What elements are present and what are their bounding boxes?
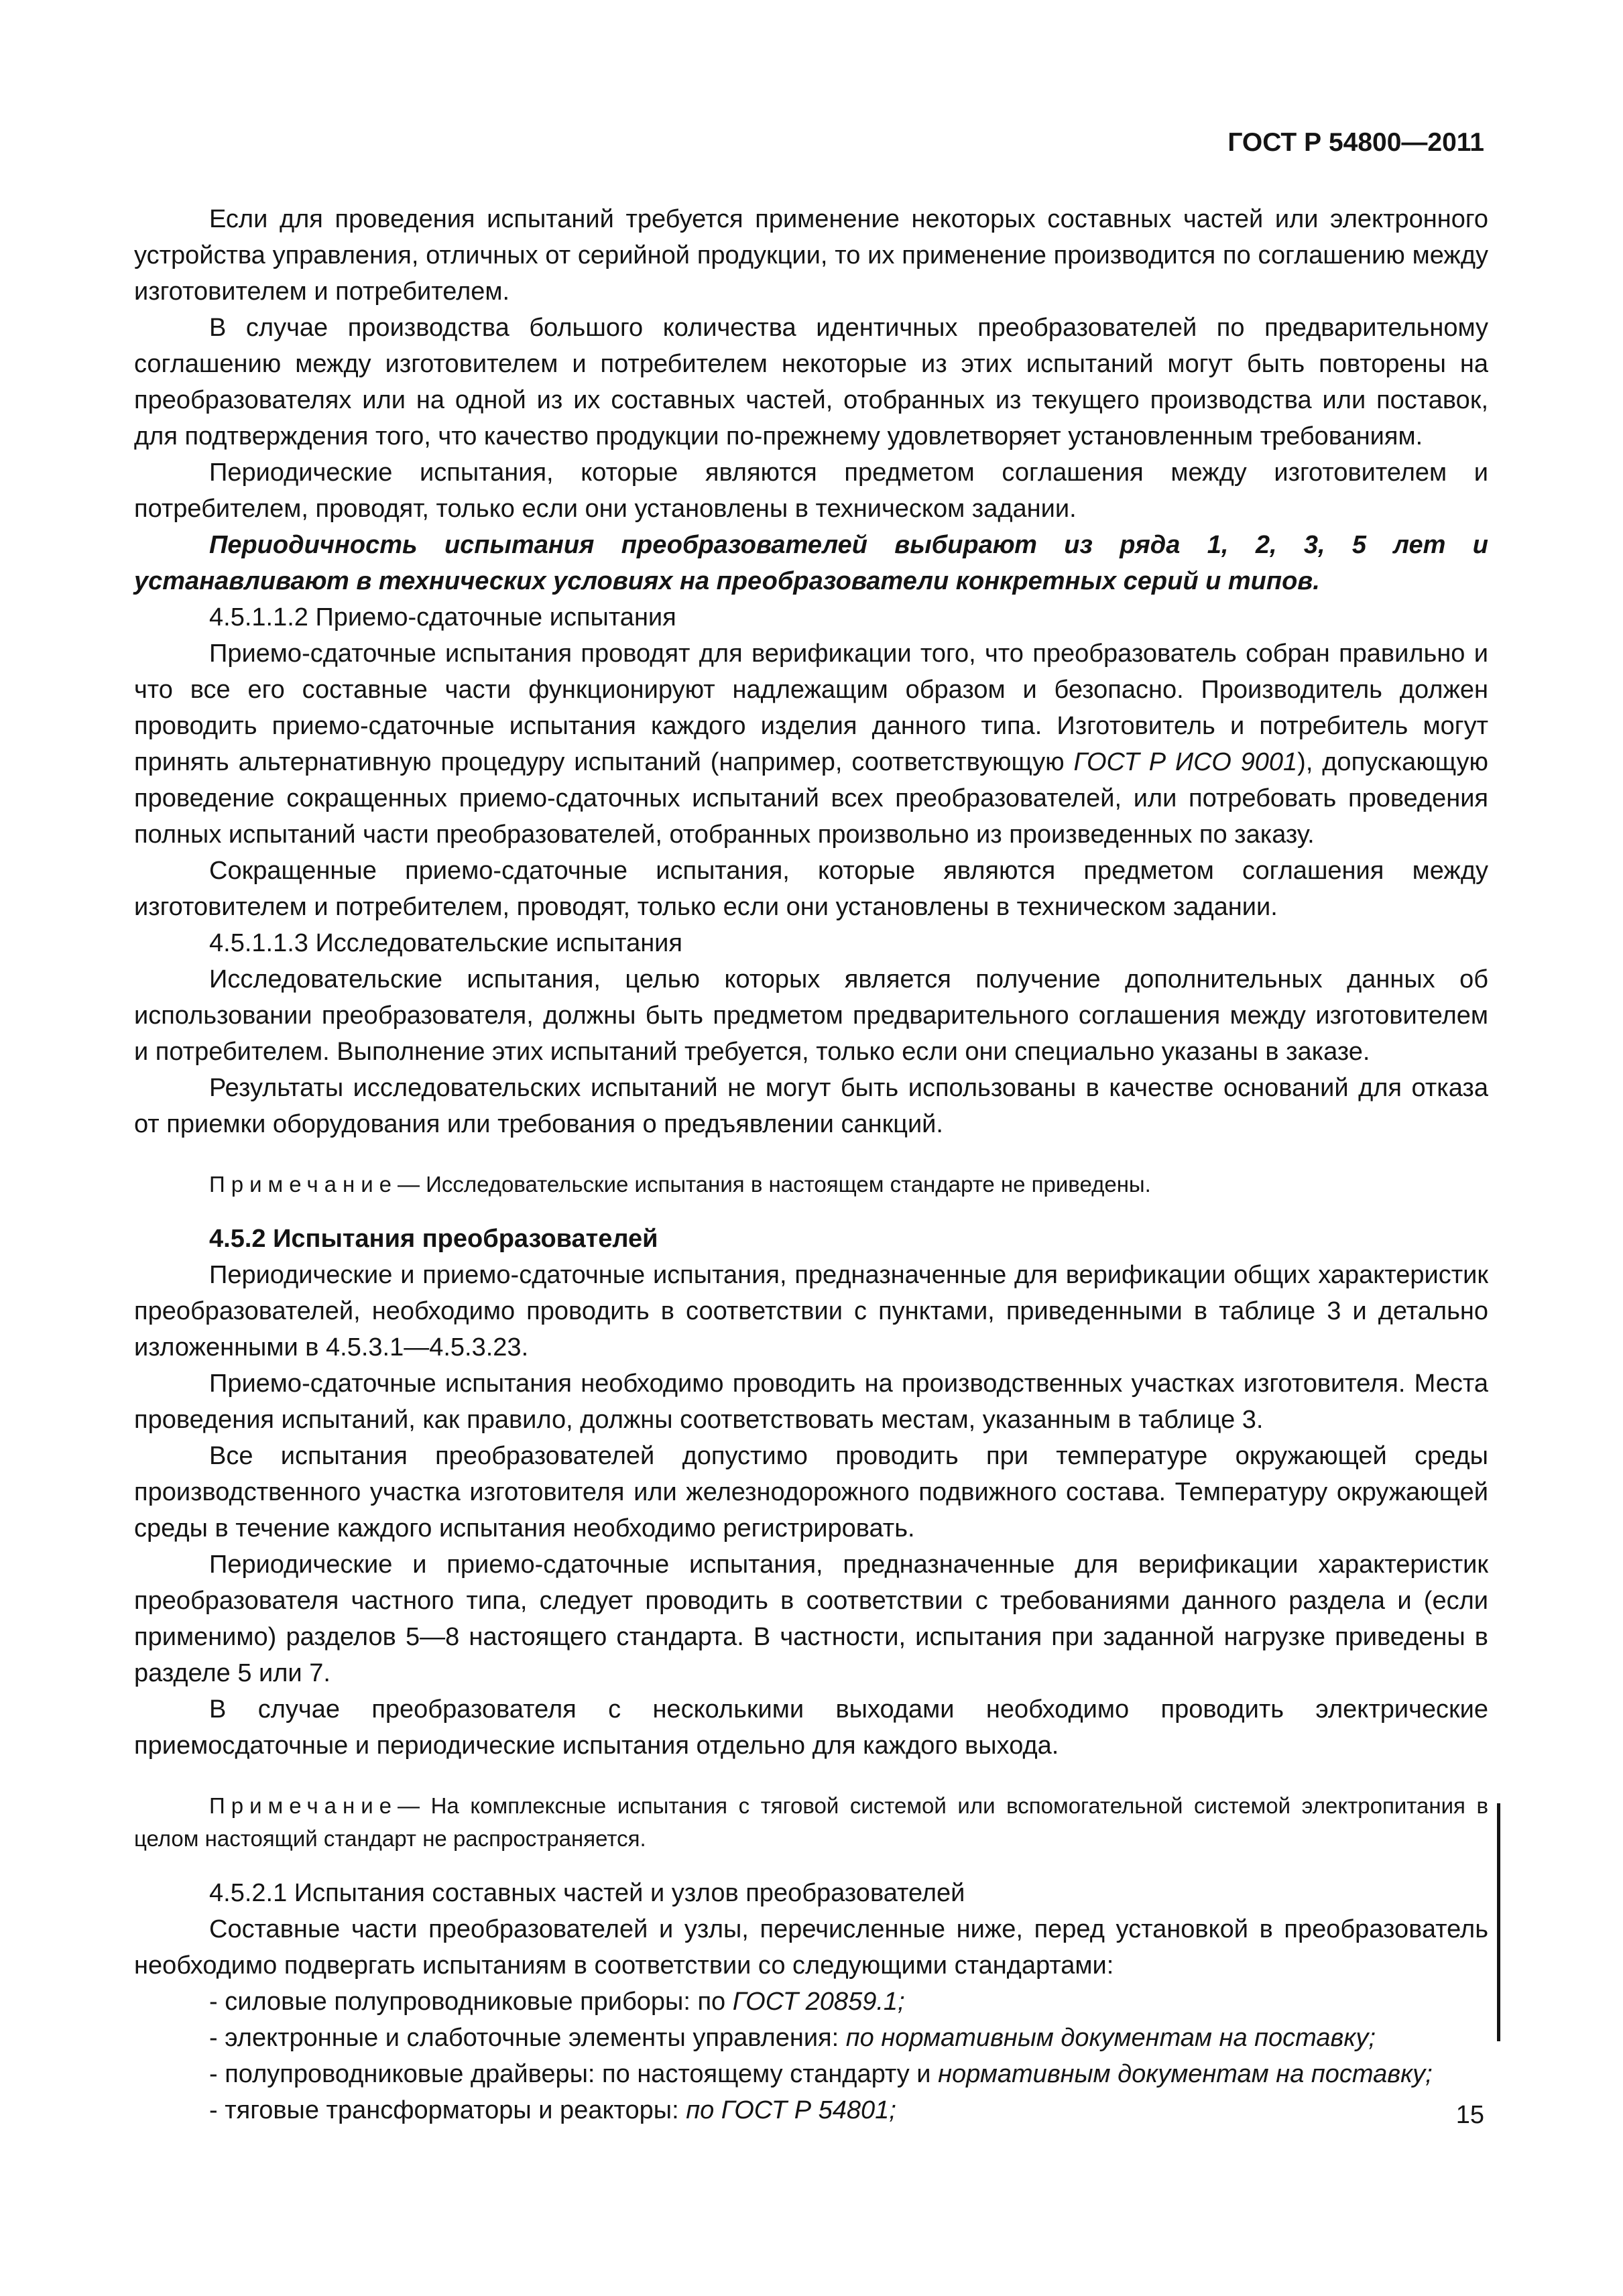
section-heading-4-5-2-1: 4.5.2.1 Испытания составных частей и узлов преобразователей xyxy=(209,1879,965,1907)
standard-reference: ГОСТ Р ИСО 9001 xyxy=(1073,748,1298,776)
paragraph: В случае преобразователя с несколькими выходами необходимо проводить электрические приемосдаточные и периодические испытания отдельно для каждого выхода. xyxy=(134,1695,1488,1760)
revision-margin-bar xyxy=(1497,1803,1500,2041)
standard-reference: по нормативным документам на поставку; xyxy=(845,2024,1376,2052)
list-item xyxy=(134,1984,1488,2020)
page-body xyxy=(134,201,1488,2128)
paragraph: Периодические и приемо-сдаточные испытания, предназначенные для верификации характеристик преобразователя частного типа, следует проводить в соответствии с требованиями данного раздела и (если применимо) разделов 5—8 настоящего стандарта. В частности, испытания при заданной нагрузке приведены в разделе 5 или 7. xyxy=(134,1551,1488,1687)
paragraph: Результаты исследовательских испытаний не могут быть использованы в качестве оснований для отказа от приемки оборудования или требования о предъявлении санкций. xyxy=(134,1074,1488,1138)
note-label: Примечание xyxy=(209,1793,398,1818)
paragraph: Приемо-сдаточные испытания необходимо проводить на производственных участках изготовителя. Места проведения испытаний, как правило, должны соответствовать местам, указанным в таблице 3. xyxy=(134,1370,1488,1434)
document-header: ГОСТ Р 54800—2011 xyxy=(1227,128,1484,157)
emphasized-paragraph: Периодичность испытания преобразователей выбирают из ряда 1, 2, 3, 5 лет и устанавливают в технических условиях на преобразователи конкретных серий и типов. xyxy=(134,531,1488,595)
paragraph: Сокращенные приемо-сдаточные испытания, которые являются предметом соглашения между изготовителем и потребителем, проводят, только если они установлены в техническом задании. xyxy=(134,857,1488,921)
note-text: — На комплексные испытания с тяговой системой или вспомогательной системой электропитания в целом настоящий стандарт не распространяется. xyxy=(134,1793,1488,1851)
standard-reference: ГОСТ 20859.1; xyxy=(732,1988,905,2016)
paragraph: Составные части преобразователей и узлы, перечисленные ниже, перед установкой в преобразователь необходимо подвергать испытаниям в соответствии со следующими стандартами: xyxy=(134,1915,1488,1980)
section-heading-4-5-1-1-2: 4.5.1.1.2 Приемо-сдаточные испытания xyxy=(209,603,676,631)
list-item xyxy=(134,2092,1488,2128)
list-item xyxy=(134,2020,1488,2056)
note xyxy=(134,1789,1488,1855)
note-label: Примечание xyxy=(209,1172,398,1197)
paragraph xyxy=(134,636,1488,853)
paragraph: Если для проведения испытаний требуется применение некоторых составных частей или электронного устройства управления, отличных от серийной продукции, то их применение производится по соглашению между изготовителем и потребителем. xyxy=(134,205,1488,306)
paragraph: Периодические и приемо-сдаточные испытания, предназначенные для верификации общих характеристик преобразователей, необходимо проводить в соответствии с пунктами, приведенными в таблице 3 и детально изложенными в 4.5.3.1—4.5.3.23. xyxy=(134,1261,1488,1362)
paragraph-text: Приемо-сдаточные испытания проводят для верификации того, что преобразователь собран правильно и что все его составные части функционируют надлежащим образом и безопасно. Производитель должен проводить приемо-сдаточные испытания каждого изделия данного типа. Изготовитель и потребитель могут принять альтернативную процедуру испытаний (например, соответствующую xyxy=(134,640,1488,776)
page-number: 15 xyxy=(1455,2101,1484,2129)
standard-reference: по ГОСТ Р 54801; xyxy=(686,2096,896,2124)
paragraph: Исследовательские испытания, целью которых является получение дополнительных данных об использовании преобразователя, должны быть предметом предварительного соглашения между изготовителем и потребителем. Выполнение этих испытаний требуется, только если они специально указаны в заказе. xyxy=(134,965,1488,1066)
paragraph: Периодические испытания, которые являются предметом соглашения между изготовителем и потребителем, проводят, только если они установлены в техническом задании. xyxy=(134,459,1488,523)
paragraph-text: ), допускающую проведение сокращенных приемо-сдаточных испытаний всех преобразователей, или потребовать проведения полных испытаний части преобразователей, отобранных произвольно из произведенных по заказу. xyxy=(134,748,1489,849)
list-item-text: - электронные и слаботочные элементы управления: xyxy=(209,2024,846,2052)
paragraph: Все испытания преобразователей допустимо проводить при температуре окружающей среды производственного участка изготовителя или железнодорожного подвижного состава. Температуру окружающей среды в течение каждого испытания необходимо регистрировать. xyxy=(134,1442,1488,1543)
note-text: — Исследовательские испытания в настоящем стандарте не приведены. xyxy=(398,1172,1151,1197)
note xyxy=(134,1168,1488,1201)
list-item-text: - силовые полупроводниковые приборы: по xyxy=(209,1988,733,2016)
standard-reference: нормативным документам на поставку; xyxy=(938,2060,1433,2088)
list-item xyxy=(134,2056,1488,2092)
section-heading-4-5-1-1-3: 4.5.1.1.3 Исследовательские испытания xyxy=(209,929,682,957)
list-item-text: - полупроводниковые драйверы: по настоящему стандарту и xyxy=(209,2060,939,2088)
paragraph: В случае производства большого количества идентичных преобразователей по предварительному соглашению между изготовителем и потребителем некоторые из этих испытаний могут быть повторены на преобразователях или на одной из их составных частей, отобранных из текущего производства или поставок, для подтверждения того, что качество продукции по-прежнему удовлетворяет установленным требованиям. xyxy=(134,314,1488,450)
list-item-text: - тяговые трансформаторы и реакторы: xyxy=(209,2096,686,2124)
section-heading-4-5-2: 4.5.2 Испытания преобразователей xyxy=(209,1225,658,1253)
